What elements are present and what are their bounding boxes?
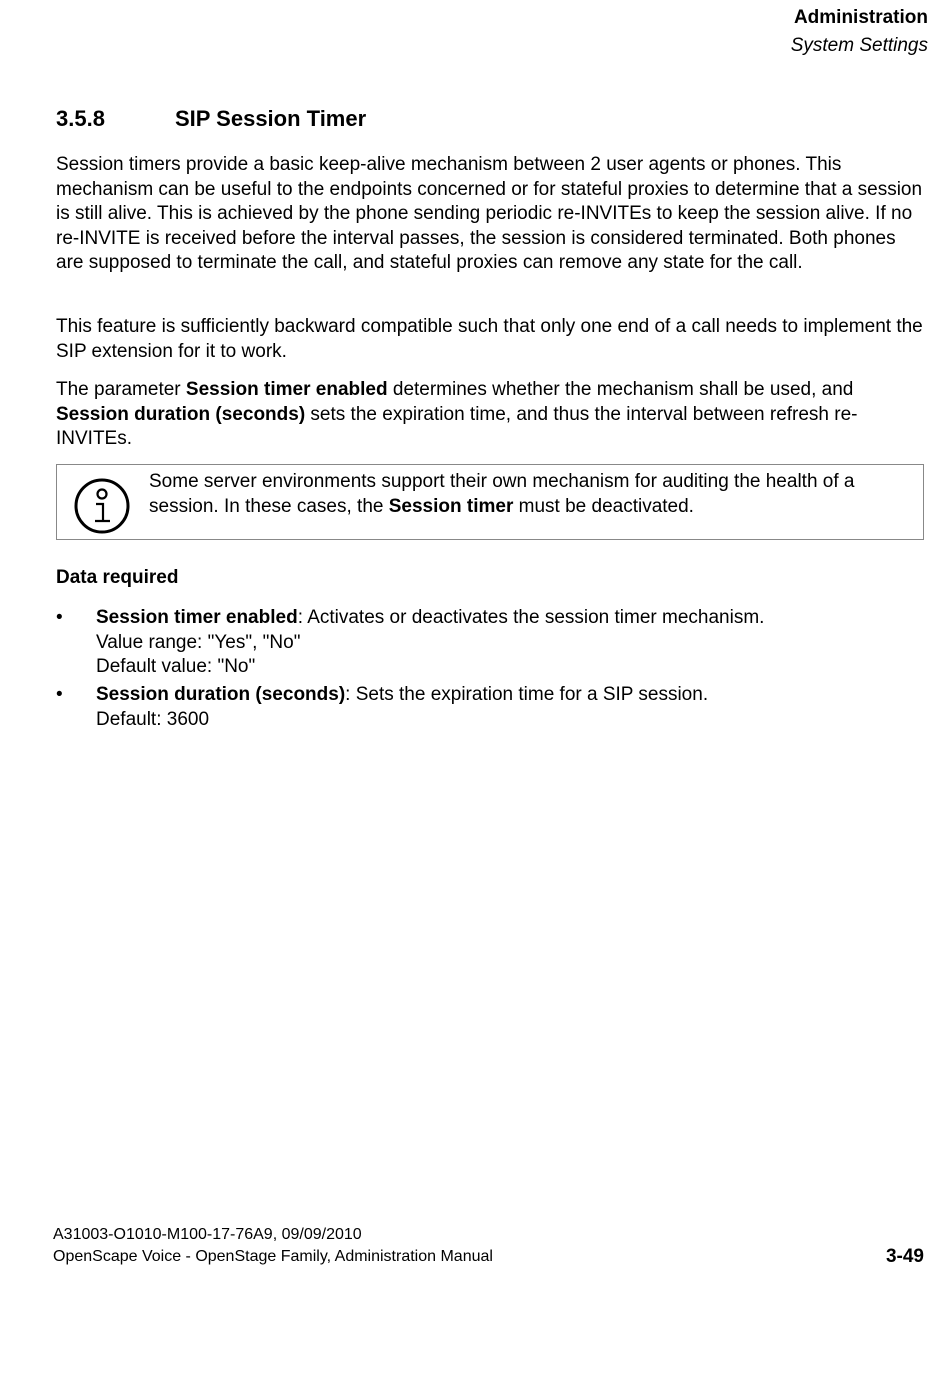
item-default-value: Default: 3600 (96, 708, 210, 730)
info-note-icon (73, 477, 131, 535)
footer-manual-title: OpenScape Voice - OpenStage Family, Administration Manual (53, 1248, 493, 1265)
note-box (56, 464, 924, 540)
note-text-2: must be deactivated. (513, 495, 694, 517)
bullet-marker: • (56, 607, 63, 628)
paragraph-compatibility: This feature is sufficiently backward compatible such that only one end of a call needs to implement the SIP extension for it to work. (56, 316, 923, 362)
paragraph-parameters-text-1: The parameter (56, 379, 186, 400)
item-default-value: Default value: "No" (96, 656, 256, 678)
page-number: 3-49 (885, 1246, 924, 1267)
paragraph-parameters-text-2: determines whether the mechanism shall be used, and (387, 379, 854, 400)
section-heading (56, 106, 366, 132)
section-number: 3.5.8 (56, 106, 105, 131)
bullet-marker: • (56, 684, 63, 705)
data-required-heading: Data required (56, 567, 179, 588)
list-item-line-1 (96, 606, 926, 631)
header-section: System Settings (790, 35, 928, 56)
note-text (149, 470, 919, 519)
note-bold-session-timer: Session timer (388, 495, 514, 517)
header-chapter: Administration (793, 7, 928, 28)
param-session-timer-enabled: Session timer enabled (185, 379, 388, 400)
list-item-content (96, 606, 926, 680)
item-name: Session duration (seconds) (96, 684, 346, 705)
list-item-line-1 (96, 683, 926, 708)
list-item-content (96, 683, 926, 732)
item-value-range: Value range: "Yes", "No" (96, 631, 301, 653)
note-text-1: Some server environments support their own mechanism for auditing the health of a session. In these cases, the (149, 471, 855, 517)
footer-doc-id: A31003-O1010-M100-17-76A9, 09/09/2010 (53, 1226, 362, 1243)
item-description: : Sets the expiration time for a SIP session. (345, 684, 709, 705)
param-session-duration: Session duration (seconds) (56, 403, 306, 425)
item-description: : Activates or deactivates the session timer mechanism. (297, 607, 765, 628)
section-title: SIP Session Timer (175, 106, 367, 131)
item-name: Session timer enabled (96, 607, 298, 628)
paragraph-parameters-text-3: sets the expiration time, and thus the interval between refresh re-INVITEs. (56, 403, 858, 450)
paragraph-session-timers: Session timers provide a basic keep-alive mechanism between 2 user agents or phones. This mechanism can be useful to the endpoints concerned or for stateful proxies to determine that a session is still alive. This is achieved by the phone sending periodic re-INVITEs to keep the session alive. If no re-INVITE is received before the interval passes, the session is considered terminated. Both phones are supposed to terminate the call, and stateful proxies can remove any state for the call. (56, 154, 923, 274)
paragraph-parameters (56, 378, 926, 452)
